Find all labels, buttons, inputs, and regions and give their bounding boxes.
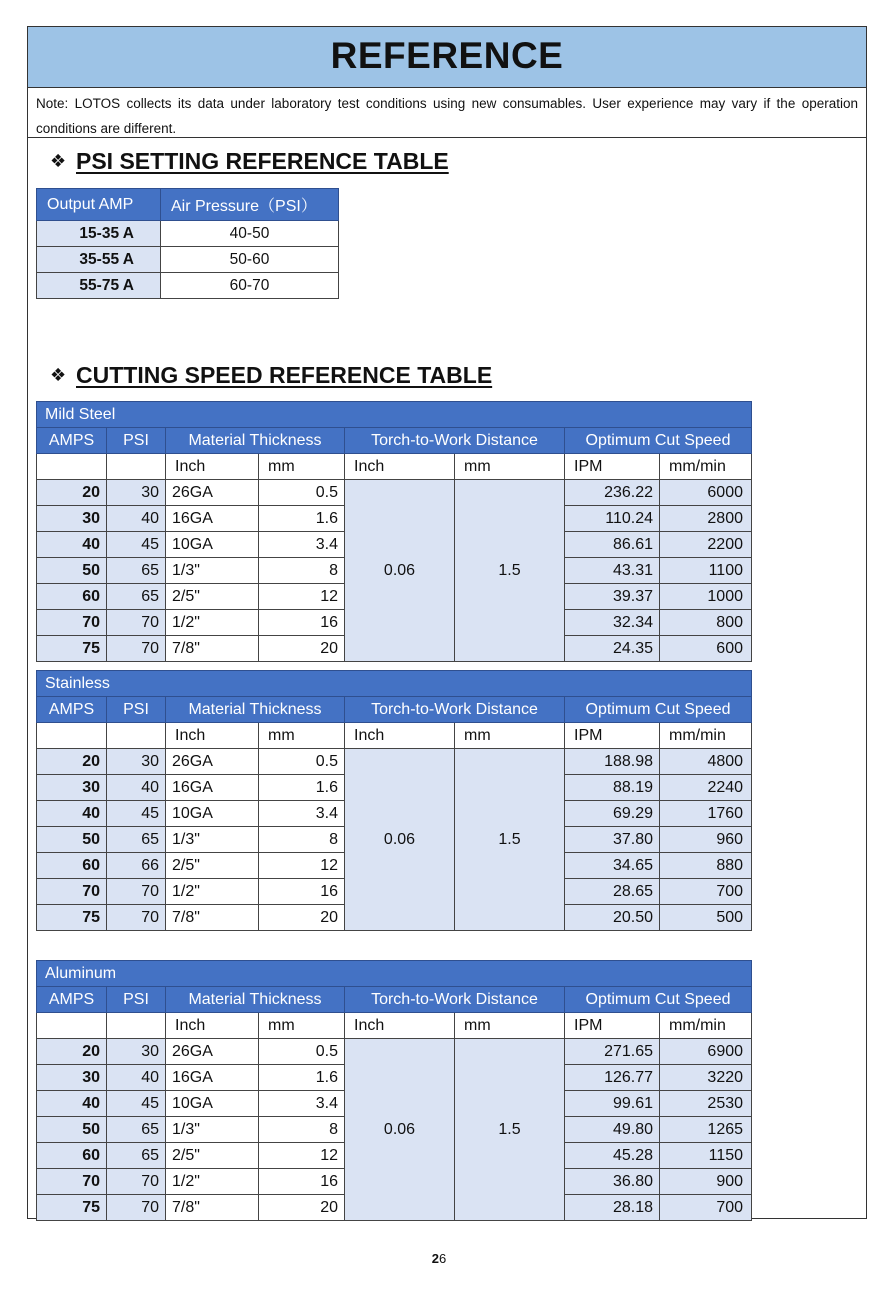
psi-cell: 70 (107, 905, 166, 931)
thickness-inch-cell: 26GA (166, 749, 259, 775)
speed-mmmin-cell: 1100 (660, 558, 752, 584)
amps-cell: 75 (37, 905, 107, 931)
speed-mmmin-cell: 880 (660, 853, 752, 879)
unit-cell: Inch (345, 1013, 455, 1039)
amps-cell: 70 (37, 610, 107, 636)
material-name: Mild Steel (37, 402, 752, 428)
psi-setting-table (36, 188, 339, 299)
column-header: Torch-to-Work Distance (345, 697, 565, 723)
thickness-mm-cell: 20 (259, 636, 345, 662)
unit-cell: IPM (565, 454, 660, 480)
speed-mmmin-cell: 3220 (660, 1065, 752, 1091)
speed-ipm-cell: 20.50 (565, 905, 660, 931)
amps-cell: 20 (37, 749, 107, 775)
amps-cell: 40 (37, 1091, 107, 1117)
thickness-inch-cell: 1/3" (166, 558, 259, 584)
psi-cell: 65 (107, 558, 166, 584)
amps-cell: 30 (37, 506, 107, 532)
speed-ipm-cell: 24.35 (565, 636, 660, 662)
output-amp-cell: 15-35 A (37, 221, 161, 247)
cutting-section-heading (50, 362, 492, 389)
thickness-inch-cell: 10GA (166, 1091, 259, 1117)
column-header-row (37, 428, 752, 454)
amps-cell: 60 (37, 1143, 107, 1169)
unit-cell: Inch (345, 723, 455, 749)
speed-mmmin-cell: 960 (660, 827, 752, 853)
material-title-row (37, 402, 752, 428)
column-header: Output AMP (37, 189, 161, 221)
column-header: Optimum Cut Speed (565, 428, 752, 454)
column-header: Material Thickness (166, 987, 345, 1013)
psi-cell: 40 (107, 775, 166, 801)
speed-mmmin-cell: 2200 (660, 532, 752, 558)
speed-ipm-cell: 43.31 (565, 558, 660, 584)
distance-inch-cell: 0.06 (345, 1039, 455, 1221)
air-pressure-cell: 50-60 (161, 247, 339, 273)
column-header: Optimum Cut Speed (565, 987, 752, 1013)
psi-cell: 70 (107, 610, 166, 636)
thickness-mm-cell: 12 (259, 1143, 345, 1169)
speed-ipm-cell: 188.98 (565, 749, 660, 775)
column-header: PSI (107, 697, 166, 723)
distance-mm-cell: 1.5 (455, 749, 565, 931)
speed-mmmin-cell: 500 (660, 905, 752, 931)
material-title-row (37, 961, 752, 987)
amps-cell: 75 (37, 636, 107, 662)
thickness-mm-cell: 16 (259, 610, 345, 636)
thickness-mm-cell: 3.4 (259, 1091, 345, 1117)
unit-row (37, 454, 752, 480)
speed-ipm-cell: 110.24 (565, 506, 660, 532)
column-header-row (37, 987, 752, 1013)
thickness-inch-cell: 2/5" (166, 584, 259, 610)
psi-cell: 45 (107, 801, 166, 827)
thickness-inch-cell: 1/2" (166, 879, 259, 905)
output-amp-cell: 35-55 A (37, 247, 161, 273)
thickness-mm-cell: 16 (259, 879, 345, 905)
column-header: AMPS (37, 697, 107, 723)
amps-cell: 30 (37, 1065, 107, 1091)
thickness-inch-cell: 16GA (166, 775, 259, 801)
page-number: 26 (431, 1251, 447, 1266)
speed-mmmin-cell: 1000 (660, 584, 752, 610)
psi-section-heading (50, 148, 449, 175)
thickness-mm-cell: 8 (259, 558, 345, 584)
amps-cell: 40 (37, 532, 107, 558)
air-pressure-cell: 40-50 (161, 221, 339, 247)
speed-mmmin-cell: 900 (660, 1169, 752, 1195)
page-title: REFERENCE (330, 35, 564, 76)
unit-row (37, 1013, 752, 1039)
unit-cell (37, 723, 107, 749)
column-header: AMPS (37, 428, 107, 454)
thickness-mm-cell: 20 (259, 1195, 345, 1221)
unit-row (37, 723, 752, 749)
column-header: Optimum Cut Speed (565, 697, 752, 723)
material-name: Stainless (37, 671, 752, 697)
speed-ipm-cell: 28.65 (565, 879, 660, 905)
speed-ipm-cell: 34.65 (565, 853, 660, 879)
thickness-mm-cell: 3.4 (259, 532, 345, 558)
thickness-mm-cell: 0.5 (259, 480, 345, 506)
column-header: Air Pressure（PSI） (161, 189, 339, 221)
thickness-mm-cell: 8 (259, 827, 345, 853)
speed-ipm-cell: 86.61 (565, 532, 660, 558)
column-header: PSI (107, 987, 166, 1013)
psi-table-header (37, 189, 339, 221)
psi-cell: 70 (107, 879, 166, 905)
thickness-inch-cell: 2/5" (166, 1143, 259, 1169)
distance-mm-cell: 1.5 (455, 1039, 565, 1221)
table-row (37, 749, 752, 775)
amps-cell: 70 (37, 1169, 107, 1195)
unit-cell: mm/min (660, 1013, 752, 1039)
thickness-inch-cell: 10GA (166, 532, 259, 558)
speed-ipm-cell: 37.80 (565, 827, 660, 853)
column-header: PSI (107, 428, 166, 454)
speed-mmmin-cell: 1265 (660, 1117, 752, 1143)
speed-ipm-cell: 99.61 (565, 1091, 660, 1117)
amps-cell: 60 (37, 853, 107, 879)
amps-cell: 20 (37, 1039, 107, 1065)
unit-cell: mm (259, 1013, 345, 1039)
thickness-inch-cell: 10GA (166, 801, 259, 827)
thickness-inch-cell: 16GA (166, 506, 259, 532)
thickness-inch-cell: 1/3" (166, 827, 259, 853)
amps-cell: 20 (37, 480, 107, 506)
unit-cell: Inch (345, 454, 455, 480)
thickness-mm-cell: 12 (259, 584, 345, 610)
unit-cell: Inch (166, 1013, 259, 1039)
thickness-mm-cell: 3.4 (259, 801, 345, 827)
psi-cell: 70 (107, 636, 166, 662)
diamond-bullet-icon: ❖ (50, 365, 67, 385)
thickness-mm-cell: 16 (259, 1169, 345, 1195)
psi-cell: 70 (107, 1195, 166, 1221)
material-name: Aluminum (37, 961, 752, 987)
psi-cell: 70 (107, 1169, 166, 1195)
speed-mmmin-cell: 2800 (660, 506, 752, 532)
speed-ipm-cell: 88.19 (565, 775, 660, 801)
unit-cell: Inch (166, 454, 259, 480)
psi-cell: 30 (107, 1039, 166, 1065)
title-banner (28, 27, 866, 88)
amps-cell: 75 (37, 1195, 107, 1221)
column-header: AMPS (37, 987, 107, 1013)
unit-cell: mm/min (660, 723, 752, 749)
column-header: Torch-to-Work Distance (345, 428, 565, 454)
psi-cell: 45 (107, 1091, 166, 1117)
table-row (37, 247, 339, 273)
unit-cell: IPM (565, 723, 660, 749)
amps-cell: 70 (37, 879, 107, 905)
psi-cell: 66 (107, 853, 166, 879)
material-title-row (37, 671, 752, 697)
speed-mmmin-cell: 600 (660, 636, 752, 662)
amps-cell: 50 (37, 827, 107, 853)
psi-cell: 65 (107, 584, 166, 610)
speed-mmmin-cell: 4800 (660, 749, 752, 775)
stainless-cutting-table (36, 670, 752, 931)
thickness-inch-cell: 7/8" (166, 636, 259, 662)
speed-ipm-cell: 45.28 (565, 1143, 660, 1169)
unit-cell (107, 723, 166, 749)
table-row (37, 273, 339, 299)
disclaimer-note: Note: LOTOS collects its data under laboratory test conditions using new consumables. User experience may vary if the operation conditions are different. (28, 87, 866, 138)
speed-mmmin-cell: 6000 (660, 480, 752, 506)
speed-mmmin-cell: 1760 (660, 801, 752, 827)
distance-inch-cell: 0.06 (345, 749, 455, 931)
amps-cell: 30 (37, 775, 107, 801)
speed-ipm-cell: 271.65 (565, 1039, 660, 1065)
thickness-inch-cell: 2/5" (166, 853, 259, 879)
unit-cell: mm (259, 723, 345, 749)
unit-cell: mm (455, 1013, 565, 1039)
unit-cell (107, 1013, 166, 1039)
unit-cell (107, 454, 166, 480)
psi-cell: 30 (107, 749, 166, 775)
distance-mm-cell: 1.5 (455, 480, 565, 662)
thickness-mm-cell: 1.6 (259, 775, 345, 801)
table-row (37, 1039, 752, 1065)
speed-ipm-cell: 49.80 (565, 1117, 660, 1143)
cutting-heading-text: CUTTING SPEED REFERENCE TABLE (76, 362, 493, 388)
mild-steel-cutting-table (36, 401, 752, 662)
thickness-inch-cell: 1/2" (166, 610, 259, 636)
thickness-inch-cell: 26GA (166, 1039, 259, 1065)
unit-cell (37, 1013, 107, 1039)
amps-cell: 60 (37, 584, 107, 610)
unit-cell: mm/min (660, 454, 752, 480)
table-row (37, 480, 752, 506)
amps-cell: 40 (37, 801, 107, 827)
thickness-mm-cell: 20 (259, 905, 345, 931)
diamond-bullet-icon: ❖ (50, 151, 67, 171)
speed-mmmin-cell: 6900 (660, 1039, 752, 1065)
speed-ipm-cell: 69.29 (565, 801, 660, 827)
psi-cell: 40 (107, 506, 166, 532)
thickness-mm-cell: 0.5 (259, 1039, 345, 1065)
unit-cell (37, 454, 107, 480)
output-amp-cell: 55-75 A (37, 273, 161, 299)
psi-heading-text: PSI SETTING REFERENCE TABLE (76, 148, 449, 174)
speed-ipm-cell: 32.34 (565, 610, 660, 636)
amps-cell: 50 (37, 558, 107, 584)
aluminum-cutting-table (36, 960, 752, 1221)
distance-inch-cell: 0.06 (345, 480, 455, 662)
unit-cell: Inch (166, 723, 259, 749)
speed-ipm-cell: 236.22 (565, 480, 660, 506)
thickness-inch-cell: 1/2" (166, 1169, 259, 1195)
speed-ipm-cell: 126.77 (565, 1065, 660, 1091)
thickness-inch-cell: 1/3" (166, 1117, 259, 1143)
psi-cell: 30 (107, 480, 166, 506)
speed-ipm-cell: 36.80 (565, 1169, 660, 1195)
thickness-mm-cell: 1.6 (259, 506, 345, 532)
column-header: Material Thickness (166, 697, 345, 723)
unit-cell: IPM (565, 1013, 660, 1039)
speed-mmmin-cell: 1150 (660, 1143, 752, 1169)
psi-cell: 65 (107, 1143, 166, 1169)
thickness-mm-cell: 12 (259, 853, 345, 879)
speed-ipm-cell: 28.18 (565, 1195, 660, 1221)
amps-cell: 50 (37, 1117, 107, 1143)
speed-ipm-cell: 39.37 (565, 584, 660, 610)
thickness-mm-cell: 1.6 (259, 1065, 345, 1091)
column-header: Material Thickness (166, 428, 345, 454)
psi-cell: 40 (107, 1065, 166, 1091)
thickness-inch-cell: 7/8" (166, 1195, 259, 1221)
speed-mmmin-cell: 800 (660, 610, 752, 636)
thickness-mm-cell: 8 (259, 1117, 345, 1143)
speed-mmmin-cell: 700 (660, 879, 752, 905)
thickness-inch-cell: 26GA (166, 480, 259, 506)
speed-mmmin-cell: 700 (660, 1195, 752, 1221)
psi-cell: 45 (107, 532, 166, 558)
speed-mmmin-cell: 2530 (660, 1091, 752, 1117)
thickness-inch-cell: 7/8" (166, 905, 259, 931)
unit-cell: mm (455, 723, 565, 749)
thickness-mm-cell: 0.5 (259, 749, 345, 775)
psi-cell: 65 (107, 1117, 166, 1143)
column-header-row (37, 697, 752, 723)
unit-cell: mm (455, 454, 565, 480)
thickness-inch-cell: 16GA (166, 1065, 259, 1091)
air-pressure-cell: 60-70 (161, 273, 339, 299)
unit-cell: mm (259, 454, 345, 480)
column-header: Torch-to-Work Distance (345, 987, 565, 1013)
psi-cell: 65 (107, 827, 166, 853)
table-row (37, 221, 339, 247)
speed-mmmin-cell: 2240 (660, 775, 752, 801)
